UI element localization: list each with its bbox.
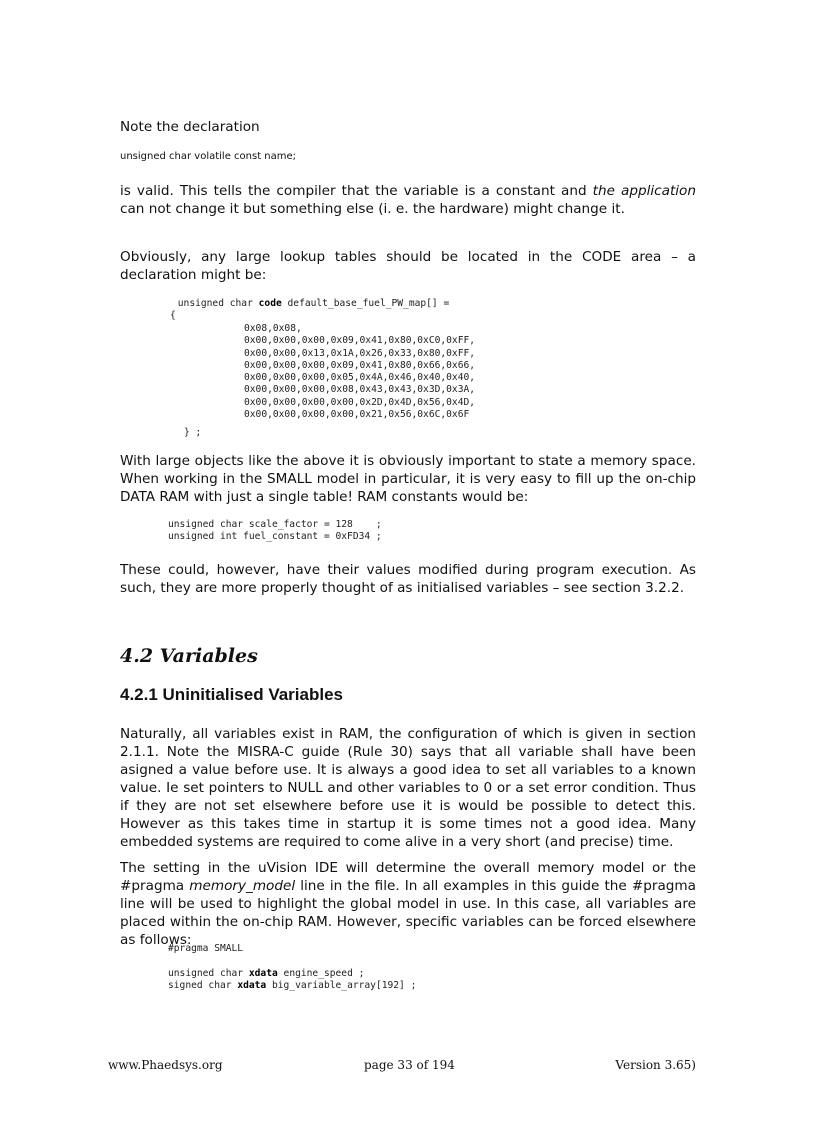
code-row: 0x00,0x00,0x00,0x08,0x43,0x43,0x3D,0x3A, (244, 384, 476, 396)
uninitialised-paragraph: Naturally, all variables exist in RAM, the configuration of which is given in section 2.1.1. Note the MISRA-C guide (Rule 30) says that all variable shall have been asigned a value before use. It is always a good idea to set all variables to a known value. Ie set pointers to NULL and other variables to 0 or a set error condition. Thus if they are not set elsewhere before use it is would be possible to detect this. However as this takes time in startup it is some times not a good idea. Many embedded systems are required to come alive in a very short (and precise) time. (120, 726, 696, 850)
note-declaration-text: Note the declaration (120, 119, 260, 135)
uvision-paragraph: The setting in the uVision IDE will determine the overall memory model or the #pragma memory_model line in the file. In all examples in this guide the #pragma line will be used to highlight the global model in use. In this case, all variables are placed within the on-chip RAM. However, specific variables can be forced elsewhere as follows: (120, 860, 696, 948)
document-page (120, 0, 696, 1123)
footer-version: Version 3.65) (615, 1058, 696, 1072)
code-line: unsigned char xdata engine_speed ; (168, 968, 365, 979)
the-application-emphasis: the application (592, 183, 696, 199)
xdata-code (168, 968, 416, 993)
large-objects-paragraph: With large objects like the above it is obviously important to state a memory space. When working in the SMALL model in particular, it is very easy to fill up the on-chip DATA RAM with just a single table! RAM constants would be: (120, 453, 696, 505)
page-footer (108, 1058, 696, 1074)
subsection-heading: 4.2.1 Uninitialised Variables (120, 685, 343, 704)
code-line: signed char xdata big_variable_array[192] ; (168, 980, 417, 992)
memory-model-emphasis: memory_model (189, 878, 296, 894)
code-table-rows (244, 323, 475, 421)
ram-constants-code (168, 519, 382, 544)
pragma-line: #pragma SMALL (168, 943, 244, 954)
section-heading: 4.2 Variables (120, 645, 258, 667)
these-could-paragraph: These could, however, have their values modified during program execution. As such, they are more properly thought of as initialised variables – see section 3.2.2. (120, 562, 696, 596)
code-row: 0x00,0x00,0x00,0x00,0x2D,0x4D,0x56,0x4D, (244, 396, 476, 408)
footer-website: www.Phaedsys.org (108, 1058, 223, 1072)
code-row: 0x00,0x00,0x00,0x05,0x4A,0x46,0x40,0x40, (244, 372, 476, 384)
lookup-paragraph: Obviously, any large lookup tables should be located in the CODE area – a declaration might be: (120, 249, 696, 283)
code-row: 0x00,0x00,0x00,0x00,0x21,0x56,0x6C,0x6F (244, 409, 470, 421)
code-line: unsigned int fuel_constant = 0xFD34 ; (168, 531, 382, 543)
code-line: unsigned char scale_factor = 128 ; (168, 519, 382, 530)
declaration-example: unsigned char volatile const name; (120, 151, 297, 162)
code-row: 0x08,0x08, (244, 323, 302, 334)
code-row: 0x00,0x00,0x00,0x09,0x41,0x80,0xC0,0xFF, (244, 335, 476, 347)
code-open-brace: { (170, 310, 176, 321)
footer-page-number: page 33 of 194 (364, 1058, 455, 1072)
code-close-brace: } ; (184, 427, 202, 438)
code-decl-line: unsigned char code default_base_fuel_PW_map[] = (172, 298, 450, 309)
valid-paragraph: is valid. This tells the compiler that the variable is a constant and the application can not change it but something else (i. e. the hardware) might change it. (120, 183, 696, 217)
code-row: 0x00,0x00,0x00,0x09,0x41,0x80,0x66,0x66, (244, 359, 476, 371)
code-row: 0x00,0x00,0x13,0x1A,0x26,0x33,0x80,0xFF, (244, 347, 476, 359)
